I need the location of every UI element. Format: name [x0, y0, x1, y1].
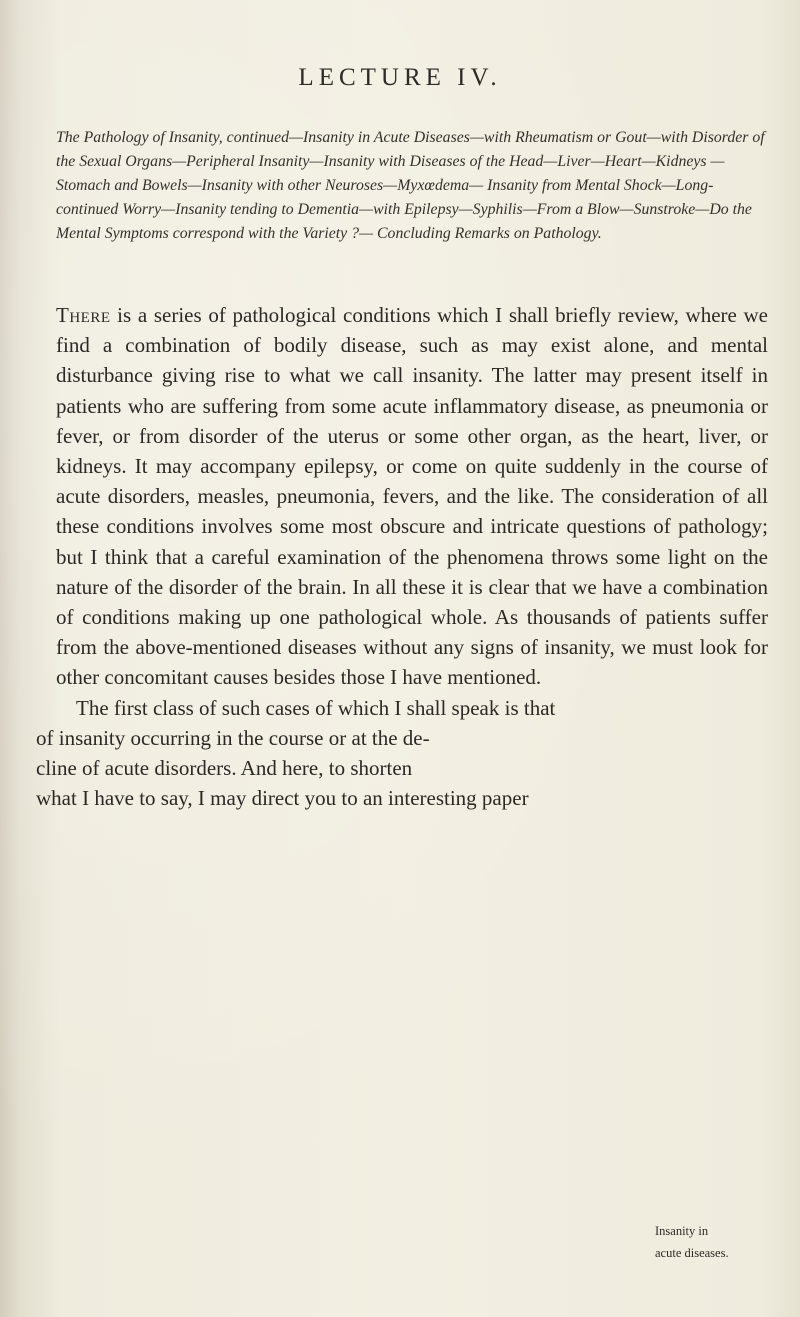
- lecture-heading: LECTURE IV.: [298, 64, 502, 91]
- margin-note-line-2: acute diseases.: [655, 1246, 729, 1260]
- body-text: [36, 300, 768, 813]
- paragraph-1-text: is a series of pathological conditions which I shall briefly review, where we find a combination of bodily disease, such as may exist alone, and mental disturbance giving rise to what we call insanity. The latter may present itself in patients who are suffering from some acute inflammatory disease, as pneumonia or fever, or from disorder of the uterus or some other organ, as the heart, liver, or kidneys. It may accompany epilepsy, or come on quite suddenly in the course of acute disorders, measles, pneumonia, fevers, and the like. The consideration of all these conditions involves some most obscure and intricate questions of pathology; but I think that a careful examination of the phenomena throws some light on the nature of the disorder of the brain. In all these it is clear that we have a combination of conditions making up one pathological whole. As thousands of patients suffer from the above-mentioned diseases without any signs of insanity, we must look for other concomitant causes besides those I have mentioned.: [56, 303, 768, 690]
- chapter-synopsis: The Pathology of Insanity, continued—Insanity in Acute Diseases—with Rheumatism or Gout—with Disorder of the Sexual Organs—Peripheral Insanity—Insanity with Diseases of the Head—Liver—Heart—Kidneys —Stomach and Bowels—Insanity with other Neuroses—Myxœdema— Insanity from Mental Shock—Long-continued Worry—Insanity tending to Dementia—with Epilepsy—Syphilis—From a Blow—Sunstroke—Do the Mental Symptoms correspond with the Variety ?— Concluding Remarks on Pathology.: [56, 129, 765, 242]
- margin-note-line-1: Insanity in: [655, 1224, 709, 1238]
- paragraph-2-line-1: The first class of such cases of which I shall speak is that: [76, 695, 556, 720]
- paragraph-1-lead-word: There: [56, 303, 111, 327]
- paragraph-1: [56, 300, 768, 693]
- paragraph-2: [36, 693, 768, 814]
- paragraph-2-line-4: what I have to say, I may direct you to an interesting paper: [36, 786, 529, 811]
- paragraph-2-line-2: of insanity occurring in the course or at the de-: [36, 725, 430, 750]
- margin-note: [655, 1220, 800, 1264]
- paragraph-2-line-3: cline of acute disorders. And here, to shorten: [36, 756, 413, 781]
